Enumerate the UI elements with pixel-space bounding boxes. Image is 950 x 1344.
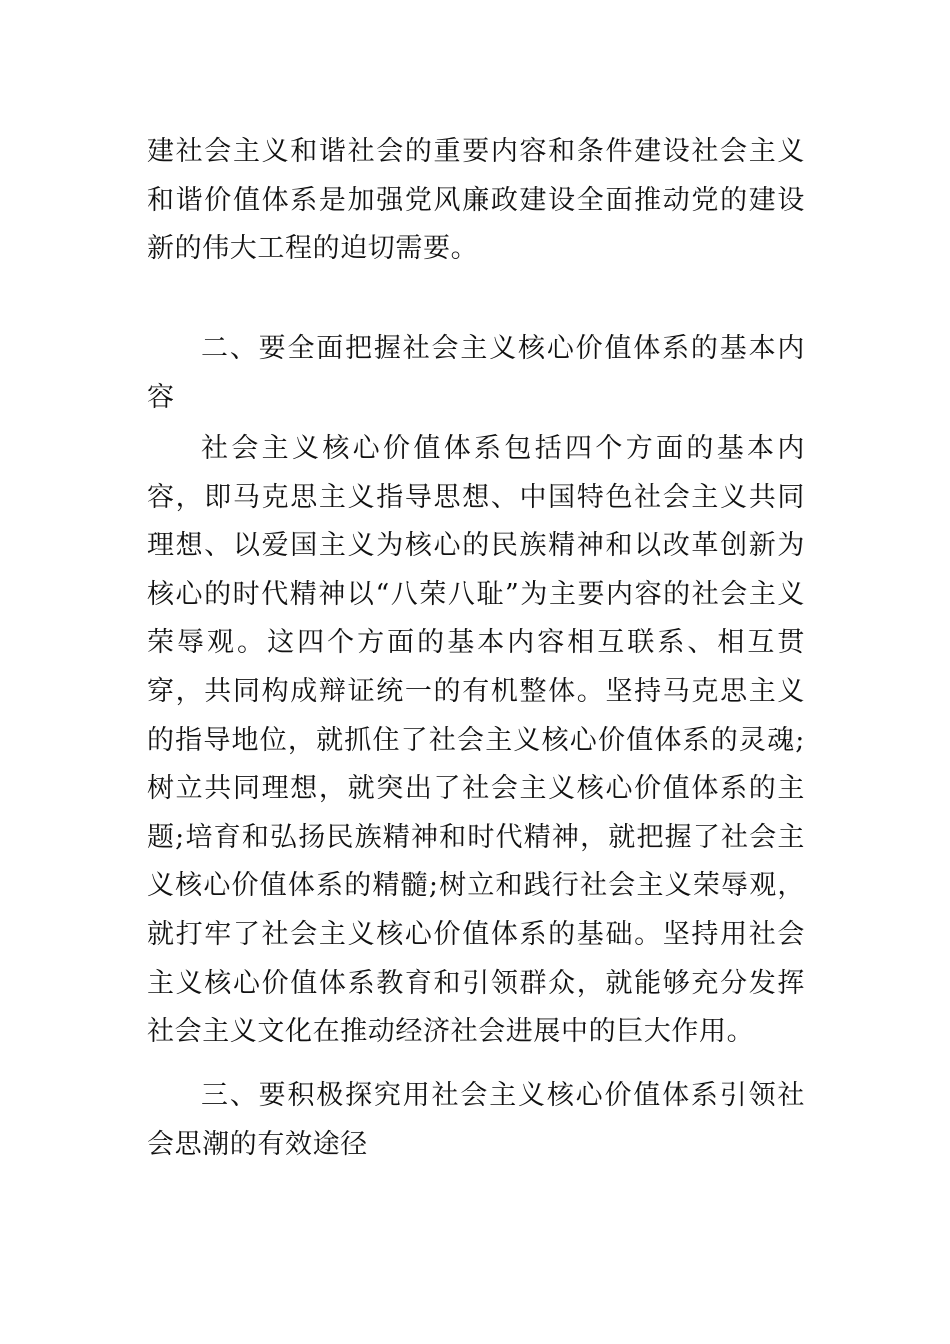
section-heading-2: 二、要全面把握社会主义核心价值体系的基本内容: [147, 333, 805, 413]
section-heading-3: 三、要积极探究用社会主义核心价值体系引领社会思潮的有效途径: [147, 1080, 805, 1160]
paragraph-core-values: 社会主义核心价值体系包括四个方面的基本内容，即马克思主义指导思想、中国特色社会主义共同理想、以爱国主义为核心的民族精神和以改革创新为核心的时代精神以“八荣八耻”为主要内容的社会主义荣辱观。这四个方面的基本内容相互联系、相互贯穿，共同构成辩证统一的有机整体。坚持马克思主义的指导地位，就抓住了社会主义核心价值体系的灵魂;树立共同理想，就突出了社会主义核心价值体系的主题;培育和弘扬民族精神和时代精神，就把握了社会主义核心价值体系的精髓;树立和践行社会主义荣辱观，就打牢了社会主义核心价值体系的基础。坚持用社会主义核心价值体系教育和引领群众，就能够充分发挥社会主义文化在推动经济社会进展中的巨大作用。: [147, 433, 805, 1048]
paragraph-continuation: 建社会主义和谐社会的重要内容和条件建设社会主义和谐价值体系是加强党风廉政建设全面推动党的建设新的伟大工程的迫切需要。: [147, 136, 805, 265]
